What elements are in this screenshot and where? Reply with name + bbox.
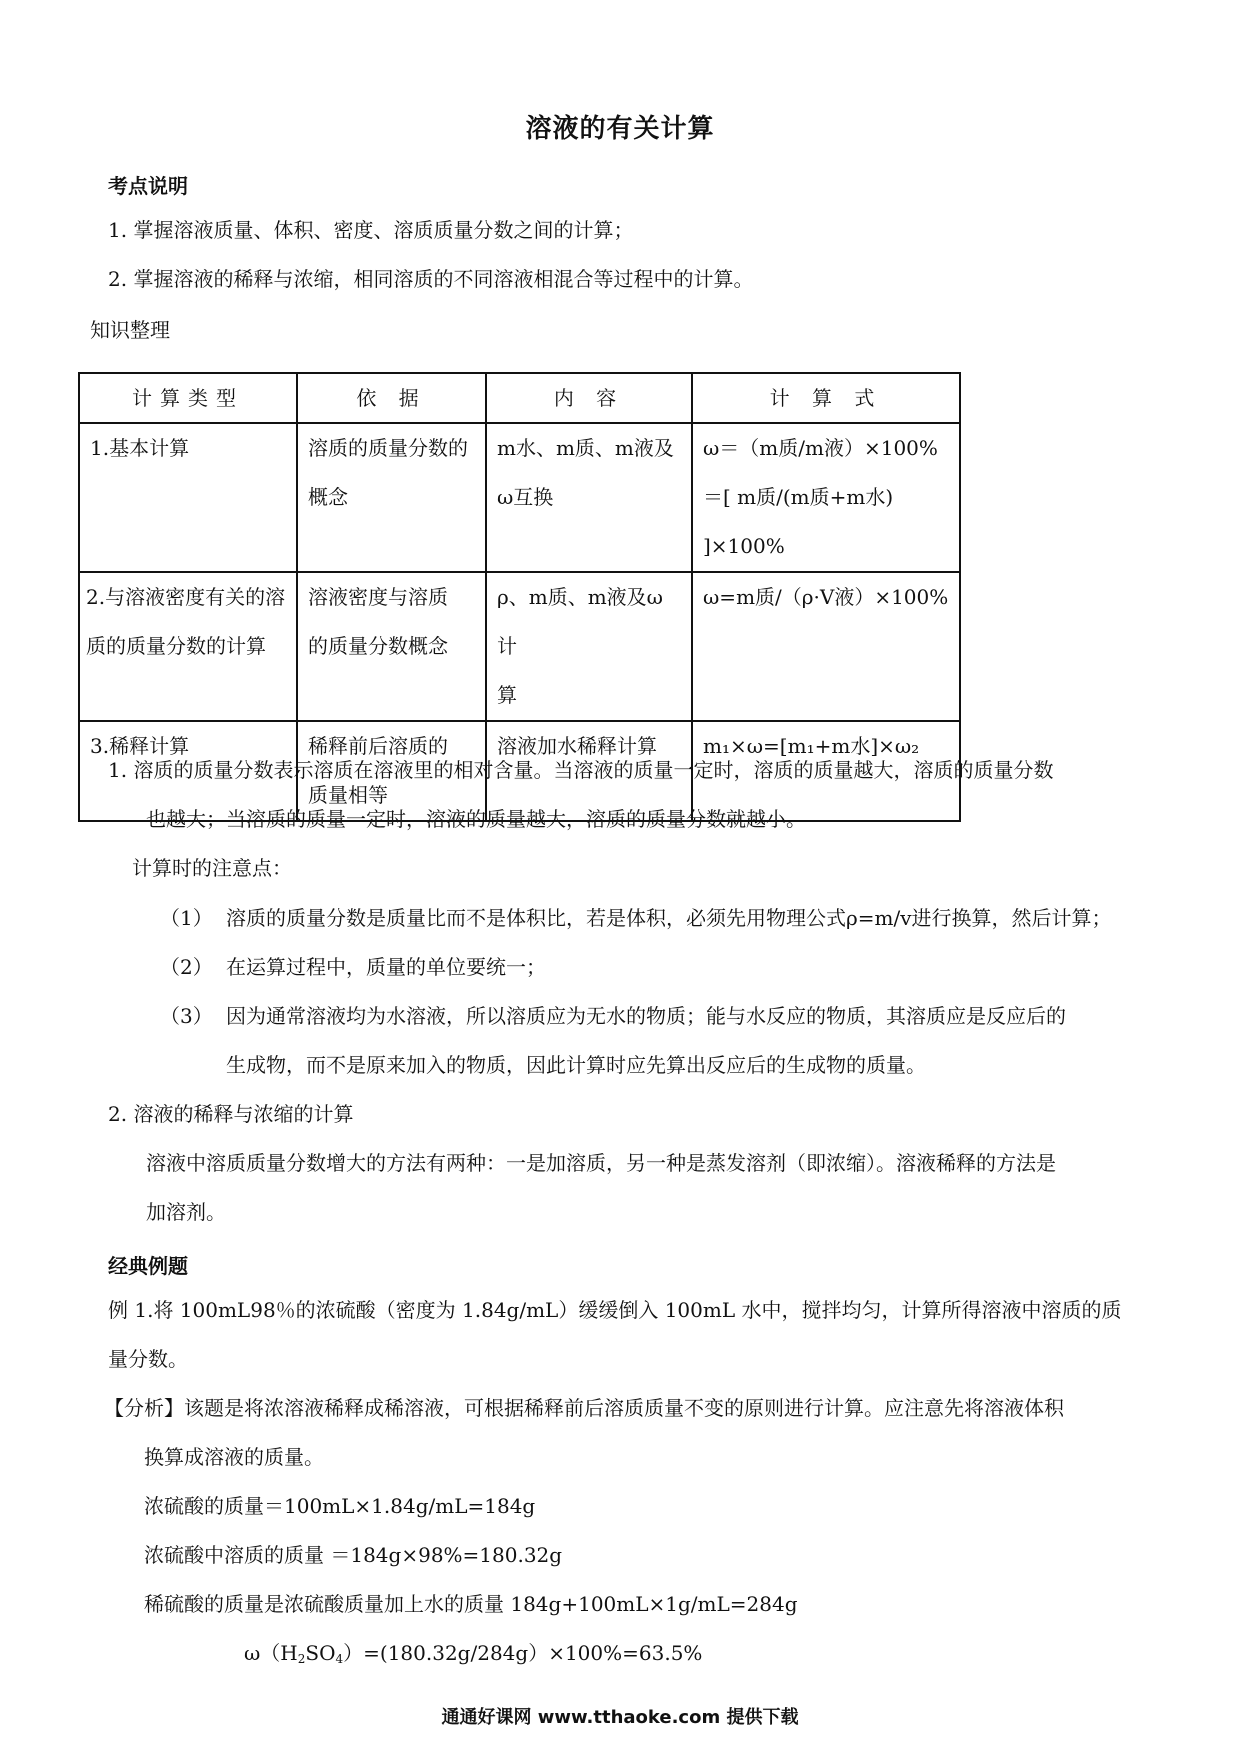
point1-line2: 也越大；当溶质的质量一定时，溶液的质量越大，溶质的质量分数就越小。 (146, 807, 806, 831)
kaodian-item-1: 1. 掌握溶液质量、体积、密度、溶质质量分数之间的计算； (108, 218, 634, 242)
final-formula-mid: SO (305, 1641, 336, 1665)
cell-line: 溶质的质量分数的 (308, 436, 468, 460)
cell-line: 质的质量分数的计算 (86, 634, 266, 658)
final-formula-post: ）=(180.32g/284g）×100%=63.5% (343, 1641, 703, 1665)
final-formula-sub1: 2 (297, 1652, 306, 1666)
analysis-line2: 换算成溶液的质量。 (144, 1445, 324, 1469)
cell-line: ω＝（m质/m液）×100% (703, 436, 938, 460)
table-header-cell: 依 据 (297, 373, 486, 423)
table-header-cell: 内 容 (486, 373, 692, 423)
table-cell-type (79, 423, 297, 572)
cell-line: 稀释前后溶质的 (308, 734, 448, 758)
notice-num-1: （1） (160, 906, 213, 930)
notice-num-3: （3） (160, 1004, 213, 1028)
section-heading-zhishi: 知识整理 (90, 318, 170, 342)
table-cell-formula (692, 572, 960, 721)
table-header-cell: 计算类型 (79, 373, 297, 423)
notice-text-3-cont: 生成物，而不是原来加入的物质，因此计算时应先算出反应后的生成物的质量。 (226, 1053, 926, 1077)
cell-line: 溶液密度与溶质 (308, 585, 448, 609)
cell-line: ω=m质/（ρ·V液）×100% (703, 585, 949, 609)
section-heading-kaodian: 考点说明 (108, 174, 188, 198)
cell-line: 概念 (308, 485, 348, 509)
final-formula-sub2: 4 (335, 1652, 344, 1666)
example1-line2: 量分数。 (108, 1347, 188, 1371)
table-cell-formula (692, 423, 960, 572)
notice-text-1: 溶质的质量分数是质量比而不是体积比，若是体积，必须先用物理公式ρ=m/v进行换算，然后计算； (226, 906, 1112, 930)
calc-line-2: 浓硫酸中溶质的质量 ＝184g×98%=180.32g (144, 1543, 563, 1567)
notice-text-2: 在运算过程中，质量的单位要统一； (226, 955, 546, 979)
final-formula (244, 1641, 702, 1671)
cell-line: m₁×ω=[m₁+m水]×ω₂ (703, 734, 920, 758)
table-row (79, 423, 960, 572)
point2-line1: 溶液中溶质质量分数增大的方法有两种：一是加溶质，另一种是蒸发溶剂（即浓缩）。溶液稀释的方法是 (146, 1151, 1056, 1175)
table-cell-type (79, 572, 297, 721)
notice-heading: 计算时的注意点： (132, 856, 292, 880)
calc-line-1: 浓硫酸的质量＝100mL×1.84g/mL=184g (144, 1494, 536, 1518)
cell-line: ＝[ m质/(m质+m水) ]×100% (703, 485, 894, 558)
notice-num-2: （2） (160, 955, 213, 979)
kaodian-item-2: 2. 掌握溶液的稀释与浓缩，相同溶质的不同溶液相混合等过程中的计算。 (108, 267, 754, 291)
table-row (79, 572, 960, 721)
cell-line: 2.与溶液密度有关的溶 (86, 585, 286, 609)
example1-line1: 例 1.将 100mL98％的浓硫酸（密度为 1.84g/mL）缓缓倒入 100mL 水中，搅拌均匀，计算所得溶液中溶质的质 (108, 1298, 1122, 1322)
table-cell-content (486, 572, 692, 721)
cell-line: 的质量分数概念 (308, 634, 448, 658)
cell-line: 1.基本计算 (90, 436, 190, 460)
cell-line: 溶液加水稀释计算 (497, 734, 657, 758)
page-title: 溶液的有关计算 (525, 114, 715, 144)
notice-text-3: 因为通常溶液均为水溶液，所以溶质应为无水的物质；能与水反应的物质，其溶质应是反应后的 (226, 1004, 1066, 1028)
knowledge-table (78, 372, 961, 822)
cell-line: 算 (497, 683, 517, 707)
calc-line-3: 稀硫酸的质量是浓硫酸质量加上水的质量 184g+100mL×1g/mL=284g (144, 1592, 798, 1616)
point2-line2: 加溶剂。 (146, 1200, 226, 1224)
analysis-line1: 【分析】该题是将浓溶液稀释成稀溶液，可根据稀释前后溶质质量不变的原则进行计算。应注意先将溶液体积 (104, 1396, 1064, 1420)
page-footer: 通通好课网 www.tthaoke.com 提供下载 (441, 1707, 799, 1728)
table-header-cell: 计 算 式 (692, 373, 960, 423)
table-header-row (79, 373, 960, 423)
cell-line: ρ、m质、m液及ω计 (497, 585, 663, 658)
table-cell-basis (297, 423, 486, 572)
final-formula-pre: ω（H (244, 1641, 298, 1665)
point1-line1: 1. 溶质的质量分数表示溶质在溶液里的相对含量。当溶液的质量一定时，溶质的质量越大，溶质的质量分数 (108, 758, 1054, 782)
cell-line: m水、m质、m液及ω互换 (497, 436, 674, 509)
section-heading-examples: 经典例题 (108, 1254, 188, 1278)
cell-line: 质量相等 (308, 783, 388, 807)
table-cell-basis (297, 572, 486, 721)
cell-line: 3.稀释计算 (90, 734, 190, 758)
table-cell-content (486, 423, 692, 572)
point2-heading: 2. 溶液的稀释与浓缩的计算 (108, 1102, 354, 1126)
